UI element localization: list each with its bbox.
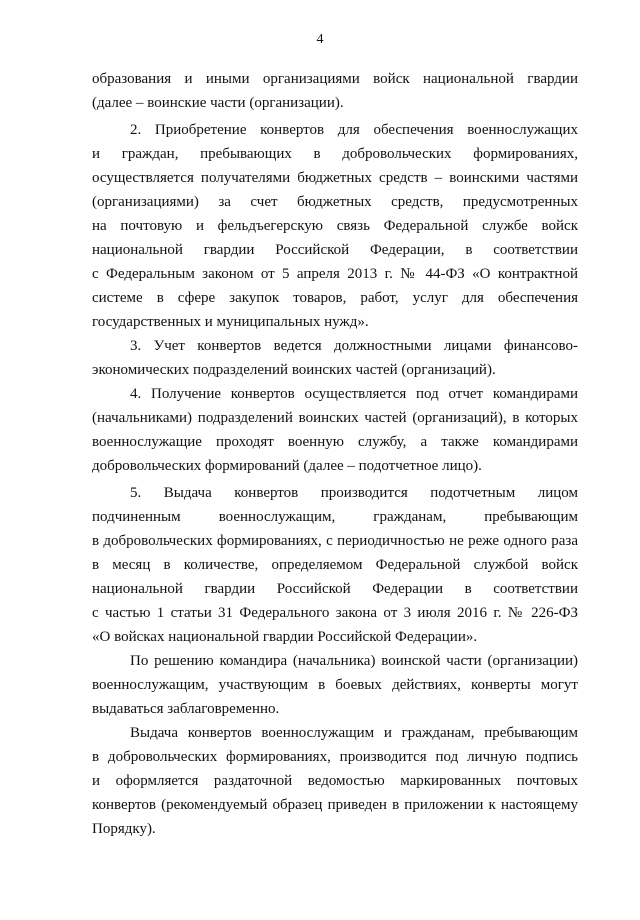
text-line: образования и иными организациями войск национальной гвардии [92, 71, 578, 87]
text-line: и граждан, пребывающих в добровольческих формированиях, [92, 146, 578, 162]
text-line: (далее – воинские части (организации). [92, 95, 344, 111]
text-line: добровольческих формирований (далее – подотчетное лицо). [92, 458, 482, 474]
text-line: (организациями) за счет бюджетных средств, предусмотренных [92, 194, 578, 210]
text-line: в добровольческих формированиях, с периодичностью не реже одного раза [92, 533, 578, 549]
text-line: подчиненным военнослужащим, гражданам, пребывающим [92, 509, 578, 525]
text-line: национальной гвардии Российской Федерации, в соответствии [92, 242, 578, 258]
text-line: военнослужащие проходят военную службу, а также командирами [92, 434, 578, 450]
text-line: выдаваться заблаговременно. [92, 701, 280, 717]
text-line: в месяц в количестве, определяемом Федеральной службой войск [92, 557, 578, 573]
text-line: с частью 1 статьи 31 Федерального закона от 3 июля 2016 г. № 226-ФЗ [92, 605, 578, 621]
text-line: в добровольческих формированиях, производится под личную подпись [92, 749, 578, 765]
text-line: экономических подразделений воинских частей (организаций). [92, 362, 496, 378]
text-line: системе в сфере закупок товаров, работ, услуг для обеспечения [92, 290, 578, 306]
page-number: 4 [316, 32, 324, 47]
text-line: Порядку). [92, 821, 156, 837]
text-line: на почтовую и фельдъегерскую связь Федеральной службе войск [92, 218, 578, 234]
text-line: с Федеральным законом от 5 апреля 2013 г. № 44-ФЗ «О контрактной [92, 266, 578, 282]
text-line: осуществляется получателями бюджетных средств – воинскими частями [92, 170, 578, 186]
text-line: 4. Получение конвертов осуществляется под отчет командирами [130, 386, 578, 402]
text-line: и оформляется раздаточной ведомостью маркированных почтовых [92, 773, 578, 789]
text-line: «О войсках национальной гвардии Российской Федерации». [92, 629, 478, 645]
text-line: По решению командира (начальника) воинской части (организации) [130, 653, 578, 669]
text-line: 5. Выдача конвертов производится подотчетным лицом [130, 485, 578, 501]
text-line: 3. Учет конвертов ведется должностными лицами финансово- [130, 338, 578, 354]
text-line: военнослужащим, участвующим в боевых действиях, конверты могут [92, 677, 578, 693]
text-line: Выдача конвертов военнослужащим и гражданам, пребывающим [130, 725, 578, 741]
text-line: конвертов (рекомендуемый образец приведен в приложении к настоящему [92, 797, 578, 813]
text-line: 2. Приобретение конвертов для обеспечения военнослужащих [130, 122, 578, 138]
text-line: национальной гвардии Российской Федерации в соответствии [92, 581, 578, 597]
text-line: (начальниками) подразделений воинских частей (организаций), в которых [92, 410, 578, 426]
text-line: государственных и муниципальных нужд». [92, 314, 369, 330]
